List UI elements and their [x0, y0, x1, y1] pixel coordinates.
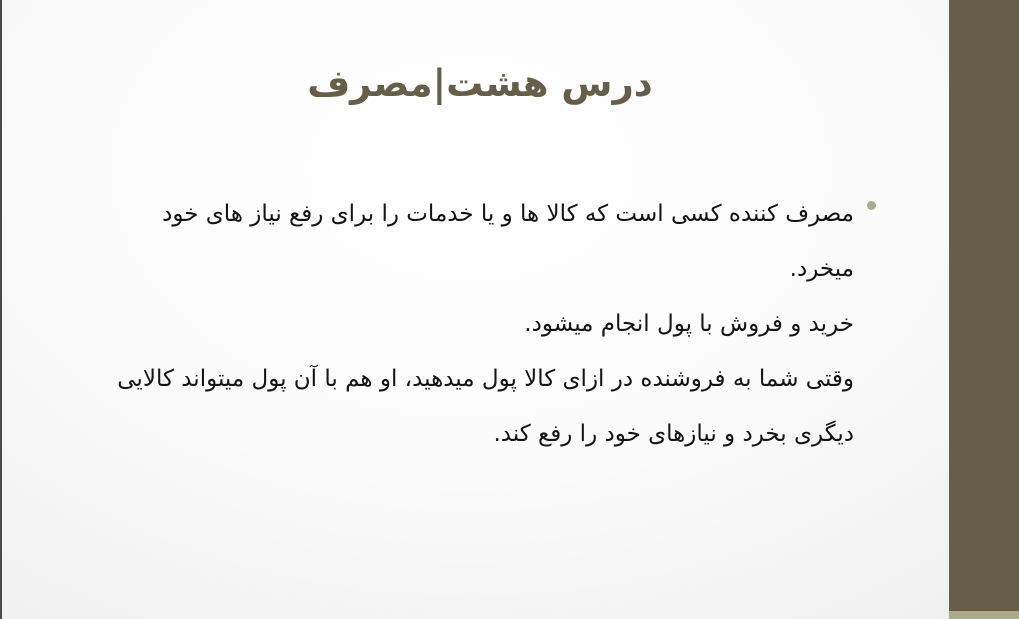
paragraph-consumer-definition: مصرف کننده کسی است که کالا ها و یا خدمات را برای رفع نیاز های خود میخرد. — [162, 201, 854, 282]
paragraph-seller-spends-money: وقتی شما به فروشنده در ازای کالا پول میدهید، او هم با آن پول میتواند کالایی دیگری بخرد و نیازهای خود را رفع کند. — [117, 366, 854, 447]
slide-body — [94, 187, 854, 462]
slide-side-bar — [949, 0, 1019, 619]
slide-side-bar-accent — [949, 611, 1019, 619]
bullet-dot-icon — [867, 201, 876, 210]
paragraph-trade-with-money: خرید و فروش با پول انجام میشود. — [524, 311, 854, 337]
slide-title: درس هشت|مصرف — [307, 62, 653, 105]
slide-left-edge — [0, 0, 2, 619]
